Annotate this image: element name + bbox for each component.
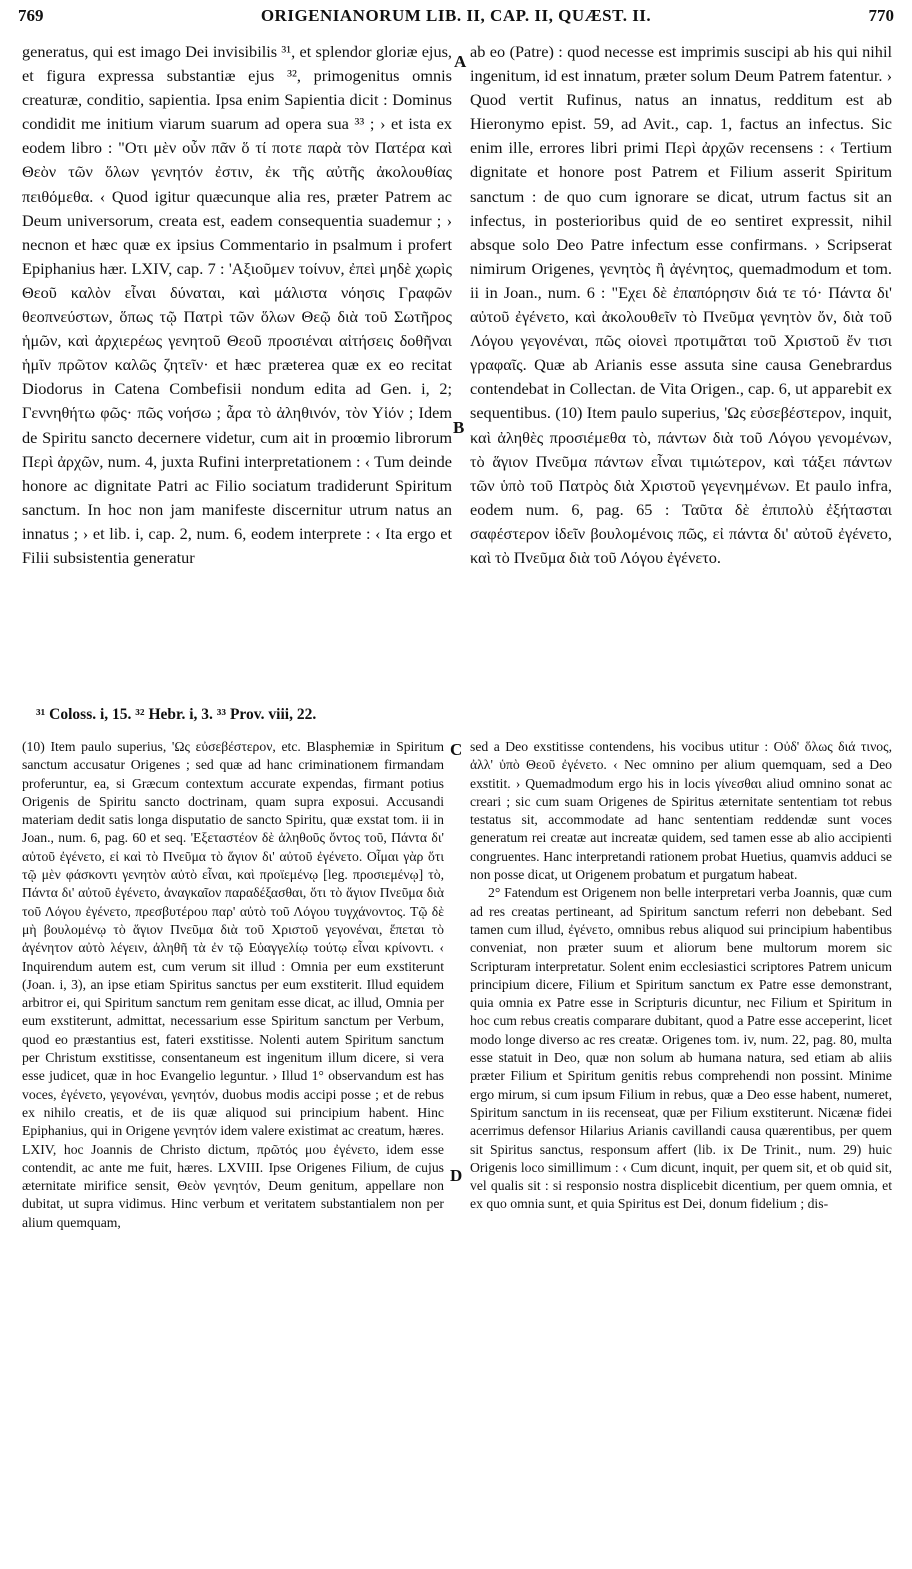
top-left-paragraph: generatus, qui est imago Dei invisibilis ³¹, et splendor gloriæ ejus, et figura expressa substantiæ ejus ³², primogenitus omnis creaturæ, conditio, sapientia. Ipsa enim Sapientia dicit : Dominus condidit me initium viarum suarum ad opera sua ³³ ; › et ista ex eodem libro : "Οτι μὲν οὖν πᾶν ὅ τί ποτε παρὰ τὸν Πατέρα καὶ Θεὸν τῶν ὅλων γενητόν ἐστιν, ἐκ τῆς αὐτῆς ἀκολουθίας πειθόμεθα. ‹ Quod igitur quæcunque alia res, præter Patrem ac Deum universorum, creata est, eadem consequentia suademur ; › necnon et hæc quæ ex ipsius Commentario in psalmum i profert Epiphanius hær. LXIV, cap. 7 : 'Αξιοῦμεν τοίνυν, ἐπεὶ μηδὲ χωρὶς Θεοῦ καλὸν εἶναι δύναται, καὶ μάλιστα νόησις Γραφῶν θεοπνεύστων, ὅπως τῷ Πατρὶ τῶν ὅλων Θεῷ διὰ τοῦ Σωτῆρος ἡμῶν, καὶ ἀρχιερέως γενητοῦ Θεοῦ προσιέναι αἰτήσεις δοθῆναι ἡμῖν πρῶτον καλῶς ζητεῖν· et hæc præterea quæ ex eo recitat Diodorus in Catena Combefisii nondum edita ad Gen. i, 2; Γεννηθήτω φῶς· πῶς νοήσω ; ἆρα τὸ ἀληθινόν, τὸν Υἱόν ; Idem de Spiritu sancto decernere videtur, cum ait in proœmio librorum Περὶ ἀρχῶν, num. 4, juxta Rufini interpretationem : ‹ Tum deinde honore ac dignitate Patri ac Filio sociatum tradiderunt Spiritum sanctum. In hoc non jam manifeste discernitur utrum natus an innatus ; › et lib. i, cap. 2, num. 6, eodem interprete : ‹ Ita ergo et Filii subsistentia generatur <box>22 42 452 567</box>
bottom-left-column <box>22 738 444 1232</box>
top-right-paragraph: ab eo (Patre) : quod necesse est imprimis suscipi ab his qui nihil ingenitum, id est innatum, præter solum Deum Patrem fatentur. › Quod vertit Rufinus, natus an innatus, redditum est ab Hieronymo epist. 59, ad Avit., cap. 1, factus an infectus. Sic enim ille, errores libri primi Περὶ ἀρχῶν recensens : ‹ Tertium dignitate et honore post Patrem et Filium asserit Spiritum sanctum : de quo cum ignorare se dicat, utrum factus sit an infectus, in posterioribus quid de eo sentiret expressit, nihil absque solo Deo Patre infectum esse confirmans. › Scripserat nimirum Origenes, γενητὸς ἢ ἀγένητος, quemadmodum et tom. ii in Joan., num. 6 : "Εχει δὲ ἐπαπόρησιν διά τε τό· Πάντα δι' αὐτοῦ ἐγένετο, καὶ ἀκολουθεῖν τὸ Πνεῦμα γενητὸν ὄν, διὰ τοῦ Λόγου γεγονέναι, πῶς οἱονεὶ προτιμᾶται τοῦ Χριστοῦ ἔν τισι γραφαῖς. Quæ ab Arianis esse assuta sine causa Genebrardus contendebat in Collectan. de Vita Origen., cap. 6, ut apparebit ex sequentibus. (10) Item paulo superius, 'Ως εὐσεβέστερον, inquit, καὶ ἀληθὲς προσιέμεθα τὸ, πάντων διὰ τοῦ Λόγου γενομένων, τὸ ἅγιον Πνεῦμα πάντων εἶναι τιμιώτερον, καὶ τάξει πάντων τῶν ὑπὸ τοῦ Πατρὸς διὰ Χριστοῦ γεγενημένων. Et paulo infra, eodem num. 6, pag. 65 : Ταῦτα δὲ ἐπιπολὺ ἐξήτασται σαφέστερον ἰδεῖν βουλομένοις πῶς, εἰ πάντα δι' αὐτοῦ ἐγένετο, καὶ τὸ Πνεῦμα διὰ τοῦ Λόγου ἐγένετο. <box>470 42 892 567</box>
page-number-left: 769 <box>18 6 44 25</box>
bottom-right-column <box>470 738 892 1214</box>
page-number-right: 770 <box>868 6 894 25</box>
commentary-paragraph-left: (10) Item paulo superius, 'Ως εὐσεβέστερον, etc. Blasphemiæ in Spiritum sanctum accusatur Origenes ; sed quæ ad hanc criminationem firmandam proferuntur, ea, si Græcum contextum accurate expendas, firmant potius Origenis de Spiritu sancto doctrinam, quam supra exposui. Accusandi materiam dedit satis longa disputatio de sancto Spiritu, quæ exstat tom. ii in Joan., num. 6, pag. 60 et seq. 'Εξεταστέον δὲ ἀληθοῦς ὄντος τοῦ, Πάντα δι' αὐτοῦ ἐγένετο, εἰ καὶ τὸ Πνεῦμα τὸ ἅγιον δι' αὐτοῦ ἐγένετο. Οἶμαι γὰρ ὅτι τῷ μὲν φάσκοντι γενητὸν αὐτὸ εἶναι, καὶ προϊεμένῳ [leg. προσιεμένῳ] τὸ, Πάντα δι' αὐτοῦ ἐγένετο, ἀναγκαῖον παραδέξασθαι, ὅτι τὸ ἅγιον Πνεῦμα διὰ τοῦ Λόγου ἐγένετο, πρεσβυτέρου παρ' αὐτὸ τοῦ Λόγου τυγχάνοντος. Τῷ δὲ μὴ βουλομένῳ τὸ ἅγιον Πνεῦμα διὰ τοῦ Χριστοῦ γεγονέναι, ἕπεται τὸ ἀγένητον αὐτὸ λέγειν, ἀληθῆ τὰ ἐν τῷ Εὐαγγελίῳ τούτῳ εἶναι κρίνοντι. ‹ Inquirendum autem est, cum verum sit illud : Omnia per eum exstiterunt (Joan. i, 3), an ipse etiam Spiritus sanctus per eum exstiterit. Illud equidem arbitror ei, qui Spiritum sanctum rem genitam esse dicat, ac illud, Omnia per eum exstiterunt, admittat, necessarium esse Spiritum sanctum per Verbum, quod eo præstantius est, fateri exstitisse. Nolenti autem Spiritum sanctum per Christum exstitisse, consentaneum est ingenitum illum dicere, si vera esse judicet, quæ in hoc Evangelio leguntur. › Illud 1° observandum est has voces, ἐγένετο, γεγονέναι, γενητόν, duobus modis accipi posse ; et de rebus ex nihilo creatis, et de iis quæ aliquod sui principium habent. Hinc Epiphanius, qui in Origene γενητόν idem valere existimat ac creatum, hæres. LXIV, hoc Joannis de Christo dictum, πρῶτός μου ἐγένετο, idem esse contendit, ac ante me fuit, hæres. LXVIII. Ipse Origenes Filium, de cujus æternitate mirifice sensit, Θεὸν γενητόν, Deum genitum, appellare non dubitat, ut supra vidimus. Hinc verbum et veritatem substantialem non per alium quemquam, <box>22 739 444 1230</box>
margin-letter-d: D <box>450 1166 463 1185</box>
margin-letter-b: B <box>453 418 465 437</box>
commentary-paragraph-right-2: 2° Fatendum est Origenem non belle interpretari verba Joannis, quæ cum ad res creatas pertineant, ad Spiritum sanctum referri non debebant. Sed tamen cum illud, ἐγένετο, omnibus rebus aliquod sui principium habentibus conveniat, non præter suum et aliorum bene multorum morem sic Scripturam interpretatur. Solent enim ecclesiastici scriptores Patrem unicum principium dicere, Filium et Spiritum sanctum ex Patre esse demonstrant, quia omnia ex Patre esse in Scripturis dicuntur, nec Filium et Spiritum in hoc cum rebus creatis comparare dubitant, quod a Patre esse acceperint, licet modo longe diverso ac res creatæ. Origenes tom. iv, num. 22, pag. 80, multa esse statuit in Deo, quæ non solum ab humana natura, sed etiam ab aliis præter Filium et Spiritum genitis rebus comprehendi non possint. Minime ergo mirum, si cum ipsum Filium in rebus, quæ a Deo esse habent, numeret, Spiritum sanctum in iis recenseat, quæ per Filium exstiterunt. Nicænæ fidei acerrimus defensor Hilarius Arianis cavillandi causa quærentibus, per quem sit Spiritus sanctus, responsum affert (lib. ix De Trinit., num. 29) huic Origenis loco simillimum : ‹ Cum dicunt, inquit, per quem sit, et ob quid sit, vel qualis sit : si responsio nostra displicebit dicentium, per quem omnia, et ex quo omnia sunt, et quia Spiritus est Dei, donum fidelium ; dis- <box>470 885 892 1212</box>
footnotes: ³¹ Coloss. i, 15. ³² Hebr. i, 3. ³³ Prov. viii, 22. <box>36 706 317 723</box>
running-header <box>18 6 894 36</box>
margin-letter-c: C <box>450 740 463 759</box>
running-title: ORIGENIANORUM LIB. II, CAP. II, QUÆST. II. <box>260 6 652 25</box>
margin-letter-a: A <box>454 52 467 71</box>
top-left-column <box>22 40 452 570</box>
commentary-paragraph-right-1: sed a Deo exstitisse contendens, his vocibus utitur : Οὐδ' ὅλως διά τινος, ἀλλ' ὑπὸ Θεοῦ ἐγένετο. ‹ Nec omnino per alium quemquam, sed a Deo exstitit. › Quemadmodum ergo his in locis γίνεσθαι aliud omnino sonat ac creari ; sic cum suam Origenes de Spiritus æternitate sententiam tot rebus testatus sit, accommodate ad hanc sententiam reddendæ sunt voces generatum rei creatæ aut increatæ quidem, sed tamen esse ab alio accipienti congruentes. Hanc interpretandi rationem probat Huetius, quamvis adduci se non posse dicat, ut Origenem probatum et purgatum habeat. <box>470 739 892 883</box>
top-right-column <box>470 40 892 570</box>
